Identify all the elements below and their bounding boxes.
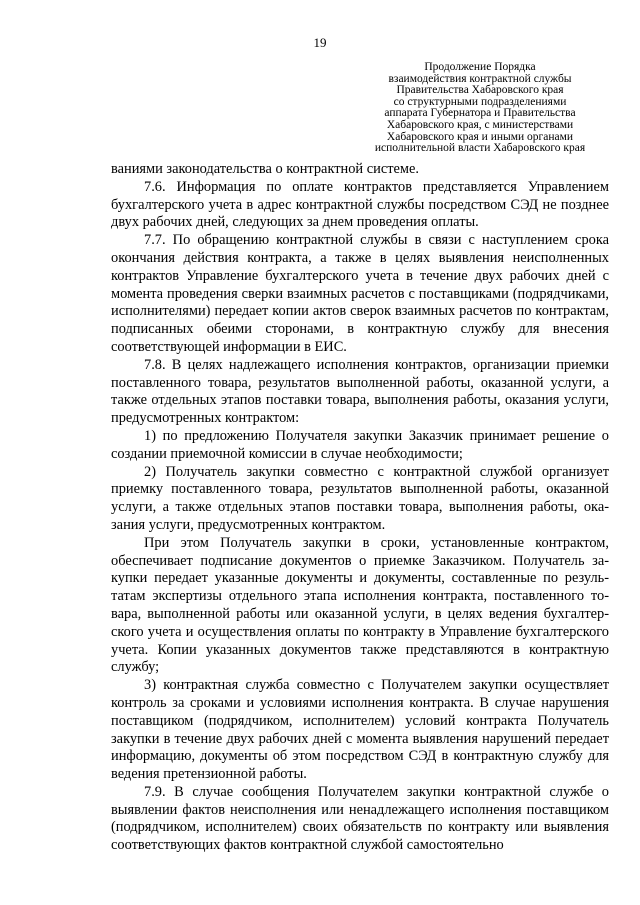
paragraph-7-9: 7.9. В случае сообщения Получателем закупки контрактной службе о выявлении фактов неисполнения или ненадлежащего исполнения поставщиком (подрядчиком, исполнителем) своих обязательств по контракту или выявления соответствующих фактов контрактной службой самостоятельно xyxy=(111,783,609,854)
header-line: Правительства Хабаровского края xyxy=(396,84,564,97)
paragraph-item-3: 3) контрактная служба совместно с Получателем закупки осуществляет контроль за сроками и условиями исполнения контракта. В случае нарушения поставщиком (подрядчиком, исполнителем) условий контракта Получатель закупки в течение двух рабочих дней с момента выявления нарушений передает информацию, документы об этом посредством СЭД в контрактную службу для ведения претензионной работы. xyxy=(111,677,609,783)
header-line: аппарата Губернатора и Правительства xyxy=(384,107,576,120)
header-line: со структурными подразделениями xyxy=(393,95,567,108)
paragraph-item-1: 1) по предложению Получателя закупки Заказчик принимает решение о создании приемочной комиссии в случае необходимости; xyxy=(111,427,609,462)
header-line: Хабаровского края и иными органами xyxy=(386,130,574,143)
header-line: Хабаровского края, с министерствами xyxy=(386,118,574,131)
header-line: взаимодействия контрактной службы xyxy=(388,72,572,85)
paragraph-7-7: 7.7. По обращению контрактной службы в связи с наступлением срока окончания действия контракта, а также в целях выявления неисполненных контрактов Управление бухгалтерского учета в течение двух рабочих дней с момента проведения сверки взаимных расчетов с поставщиками (подрядчиками, исполнителями) передает копии актов сверок взаимных расчетов по контрактам, подписанных обеими сторонами, в контрактную службу для внесения соответствующей информации в ЕИС. xyxy=(111,232,609,355)
header-line: исполнительной власти Хабаровского края xyxy=(374,142,586,155)
header-line: Продолжение Порядка xyxy=(424,61,536,73)
paragraph-continuation: ваниями законодательства о контрактной системе. xyxy=(111,161,419,177)
paragraph-7-8: 7.8. В целях надлежащего исполнения контрактов, организации приемки поставленного товара, результатов выполненной работы, оказанной услуги, а также отдельных этапов поставки товара, выполнения работы, оказания услуги, предусмотренных контрактом: xyxy=(111,356,609,427)
paragraph-item-2-details: При этом Получатель закупки в сроки, установленные контрактом, обеспечивает подписание документов о приемке Заказчиком. Получатель закупки передает указанные документы и документы, составленные по результатам экспертизы отдельного этапа исполнения контракта, поставленного товара, выполненной работы или оказанной услуги, в целях ведения бухгалтерского учета и осуществления оплаты по контракту в Управление бухгалтерского учета. Копии указанных документов также представляются в контрактную службу; xyxy=(111,534,609,676)
paragraph-7-6: 7.6. Информация по оплате контрактов представляется Управлением бухгалтерского учета в адрес контрактной службы посредством СЭД не позднее двух рабочих дней, следующих за днем проведения оплаты. xyxy=(111,178,609,231)
document-body xyxy=(111,161,609,855)
paragraph-item-2: 2) Получатель закупки совместно с контрактной службой организует приемку поставленного товара, результатов выполненной работы, оказанной услуги, а также отдельных этапов поставки товара, выполнения работы, оказания услуги, предусмотренных контрактом. xyxy=(111,463,609,533)
document-header-note xyxy=(334,62,626,155)
page-number: 19 xyxy=(313,35,327,50)
